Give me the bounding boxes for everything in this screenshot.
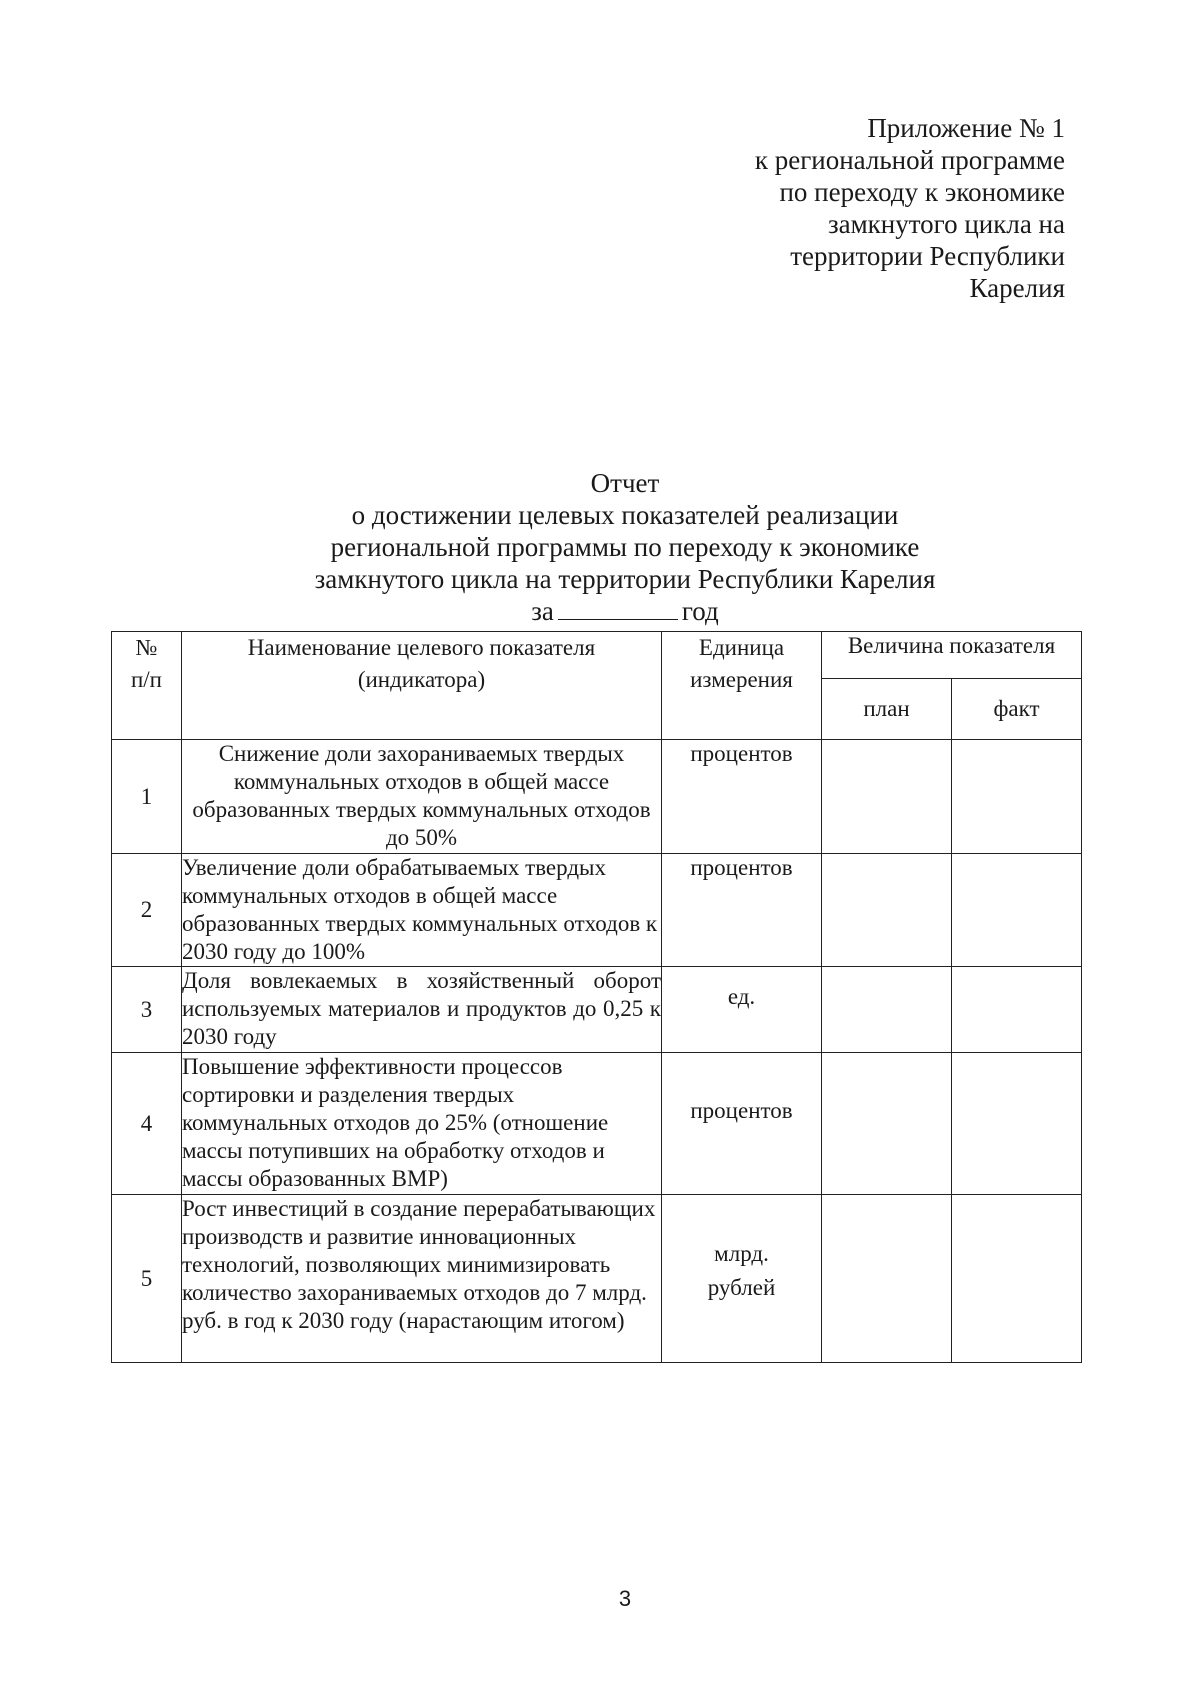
header-name-line1: Наименование целевого показателя	[247, 635, 596, 660]
appendix-line: к региональной программе	[754, 145, 1065, 175]
table-row	[112, 1195, 1082, 1363]
appendix-line: замкнутого цикла на	[827, 209, 1065, 239]
report-title-line: региональной программы по переходу к экономике	[330, 532, 920, 562]
row-fact-value[interactable]	[952, 1053, 1082, 1195]
row-fact-value[interactable]	[952, 967, 1082, 1053]
table-row	[112, 967, 1082, 1053]
appendix-line: территории Республики	[790, 241, 1065, 271]
indicators-table	[111, 631, 1082, 1363]
row-plan-value[interactable]	[822, 854, 952, 967]
row-fact-value[interactable]	[952, 854, 1082, 967]
row-plan-value[interactable]	[822, 1053, 952, 1195]
row-number: 3	[112, 967, 182, 1053]
row-number: 5	[112, 1195, 182, 1363]
row-indicator-name: Доля вовлекаемых в хозяйственный оборот используемых материалов и продуктов до 0,25 к 2030 году	[182, 967, 662, 1053]
table-header-row	[112, 632, 1082, 679]
row-plan-value[interactable]	[822, 967, 952, 1053]
report-title-line: замкнутого цикла на территории Республики Карелия	[314, 564, 936, 594]
header-number	[112, 632, 182, 740]
year-suffix: год	[681, 596, 719, 626]
row-number: 1	[112, 740, 182, 854]
header-number-line1: №	[135, 635, 158, 660]
page-number: 3	[618, 1586, 632, 1611]
header-plan: план	[822, 679, 952, 740]
row-fact-value[interactable]	[952, 1195, 1082, 1363]
table-row	[112, 1053, 1082, 1195]
appendix-header	[505, 112, 1065, 304]
row-indicator-name: Снижение доли захораниваемых твердых коммунальных отходов в общей массе образованных твердых коммунальных отходов до 50%	[182, 740, 662, 854]
row-unit-line2: рублей	[707, 1275, 776, 1300]
year-prefix: за	[531, 596, 554, 626]
row-unit: ед.	[662, 967, 822, 1053]
row-plan-value[interactable]	[822, 740, 952, 854]
row-fact-value[interactable]	[952, 740, 1082, 854]
row-unit: процентов	[662, 854, 822, 967]
report-title	[100, 467, 1150, 627]
row-number: 2	[112, 854, 182, 967]
appendix-line: Приложение № 1	[867, 113, 1065, 143]
row-plan-value[interactable]	[822, 1195, 952, 1363]
table-row	[112, 740, 1082, 854]
appendix-line: по переходу к экономике	[779, 177, 1065, 207]
row-number: 4	[112, 1053, 182, 1195]
row-indicator-name: Повышение эффективности процессов сортировки и разделения твердых коммунальных отходов до 25% (отношение массы потупивших на обработку отходов и массы образованных ВМР)	[182, 1053, 662, 1195]
header-unit-line1: Единица	[698, 635, 785, 660]
row-unit: процентов	[662, 740, 822, 854]
row-indicator-name: Рост инвестиций в создание перерабатывающих производств и развитие инновационных технологий, позволяющих минимизировать количество захораниваемых отходов до 7 млрд. руб. в год к 2030 году (нарастающим итогом)	[182, 1195, 662, 1363]
report-year-line	[100, 595, 1150, 627]
header-indicator-name	[182, 632, 662, 740]
row-unit: процентов	[662, 1053, 822, 1195]
report-title-line: о достижении целевых показателей реализации	[351, 500, 899, 530]
row-indicator-name: Увеличение доли обрабатываемых твердых коммунальных отходов в общей массе образованных твердых коммунальных отходов к 2030 году до 100%	[182, 854, 662, 967]
appendix-line: Карелия	[969, 273, 1065, 303]
header-unit	[662, 632, 822, 740]
year-blank-field	[558, 595, 678, 620]
header-indicator-value: Величина показателя	[822, 632, 1082, 679]
table-row	[112, 854, 1082, 967]
report-title-line: Отчет	[590, 468, 660, 498]
row-unit	[662, 1195, 822, 1363]
header-number-line2: п/п	[130, 667, 162, 692]
header-fact: факт	[952, 679, 1082, 740]
row-unit-line1: млрд.	[714, 1241, 769, 1266]
header-unit-line2: измерения	[690, 667, 793, 692]
header-name-line2: (индикатора)	[357, 667, 486, 692]
